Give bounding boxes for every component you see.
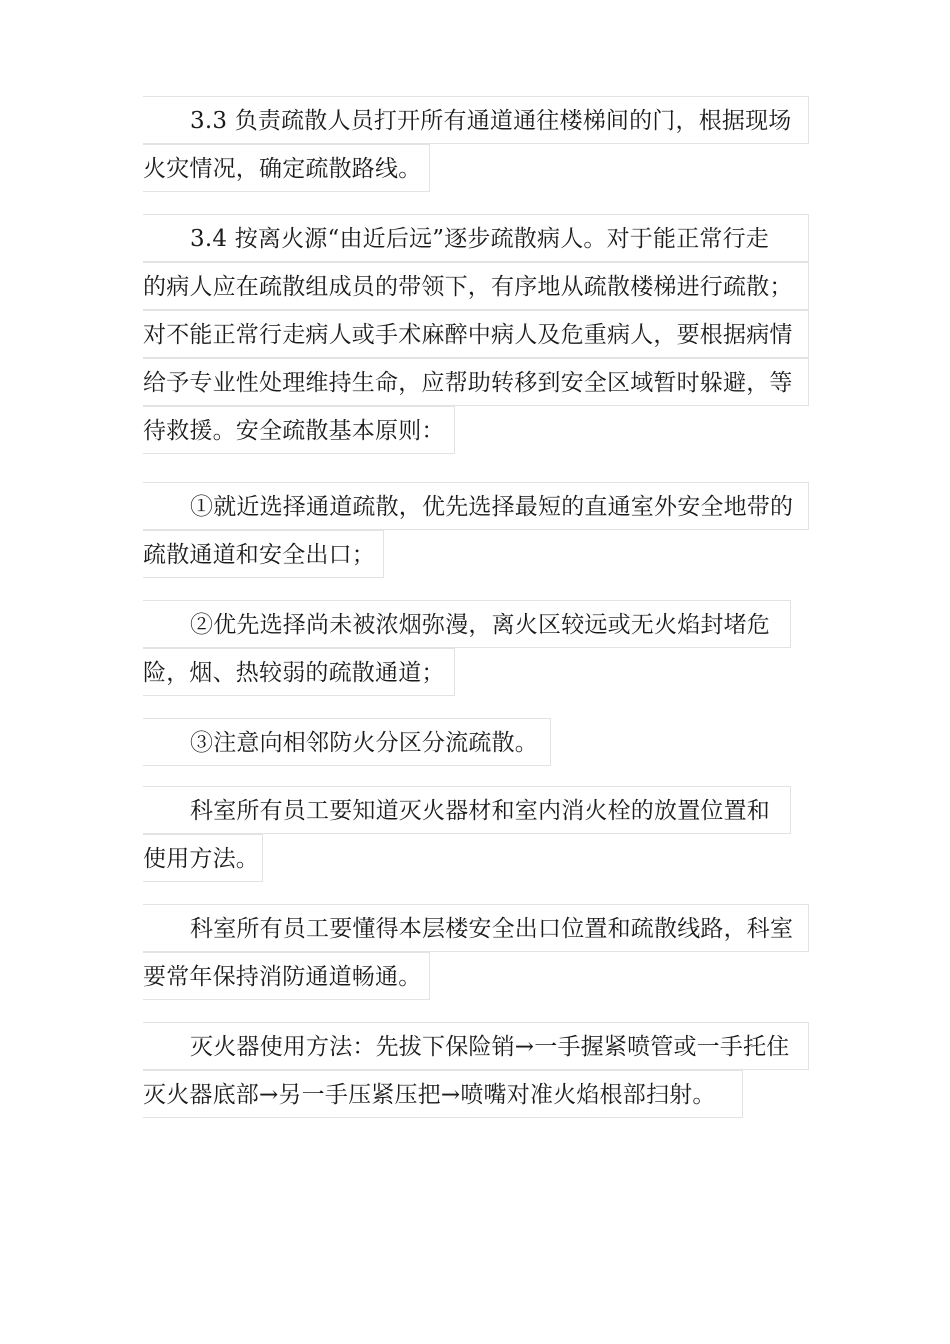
text-line: 给予专业性处理维持生命，应帮助转移到安全区域暂时躲避，等 <box>143 358 809 406</box>
text-line: 待救援。安全疏散基本原则： <box>143 406 455 454</box>
text-line: 要常年保持消防通道畅通。 <box>143 952 430 1000</box>
paragraph-principle-3 <box>143 718 809 766</box>
text-line: ②优先选择尚未被浓烟弥漫，离火区较远或无火焰封堵危 <box>143 600 791 648</box>
text-line: 使用方法。 <box>143 834 263 882</box>
text-line: 3.3 负责疏散人员打开所有通道通往楼梯间的门，根据现场 <box>143 96 809 144</box>
text-line: 疏散通道和安全出口； <box>143 530 384 578</box>
text-line: 科室所有员工要懂得本层楼安全出口位置和疏散线路，科室 <box>143 904 809 952</box>
text-line: 险，烟、热较弱的疏散通道； <box>143 648 455 696</box>
paragraph-evacuation-doors <box>143 96 809 192</box>
text-line: ①就近选择通道疏散，优先选择最短的直通室外安全地带的 <box>143 482 809 530</box>
paragraph-extinguisher-location <box>143 786 809 882</box>
text-line: 对不能正常行走病人或手术麻醉中病人及危重病人，要根据病情 <box>143 310 809 358</box>
paragraph-principle-2 <box>143 600 809 696</box>
paragraph-extinguisher-usage <box>143 1022 809 1118</box>
paragraph-evacuate-patients <box>143 214 809 454</box>
text-line: ③注意向相邻防火分区分流疏散。 <box>143 718 551 766</box>
paragraph-principle-1 <box>143 482 809 578</box>
text-line: 火灾情况，确定疏散路线。 <box>143 144 430 192</box>
text-line: 灭火器底部→另一手压紧压把→喷嘴对准火焰根部扫射。 <box>143 1070 743 1118</box>
paragraph-exit-routes <box>143 904 809 1000</box>
text-line: 3.4 按离火源“由近后远”逐步疏散病人。对于能正常行走 <box>143 214 809 262</box>
text-line: 灭火器使用方法：先拔下保险销→一手握紧喷管或一手托住 <box>143 1022 809 1070</box>
text-line: 科室所有员工要知道灭火器材和室内消火栓的放置位置和 <box>143 786 791 834</box>
text-line: 的病人应在疏散组成员的带领下，有序地从疏散楼梯进行疏散； <box>143 262 809 310</box>
